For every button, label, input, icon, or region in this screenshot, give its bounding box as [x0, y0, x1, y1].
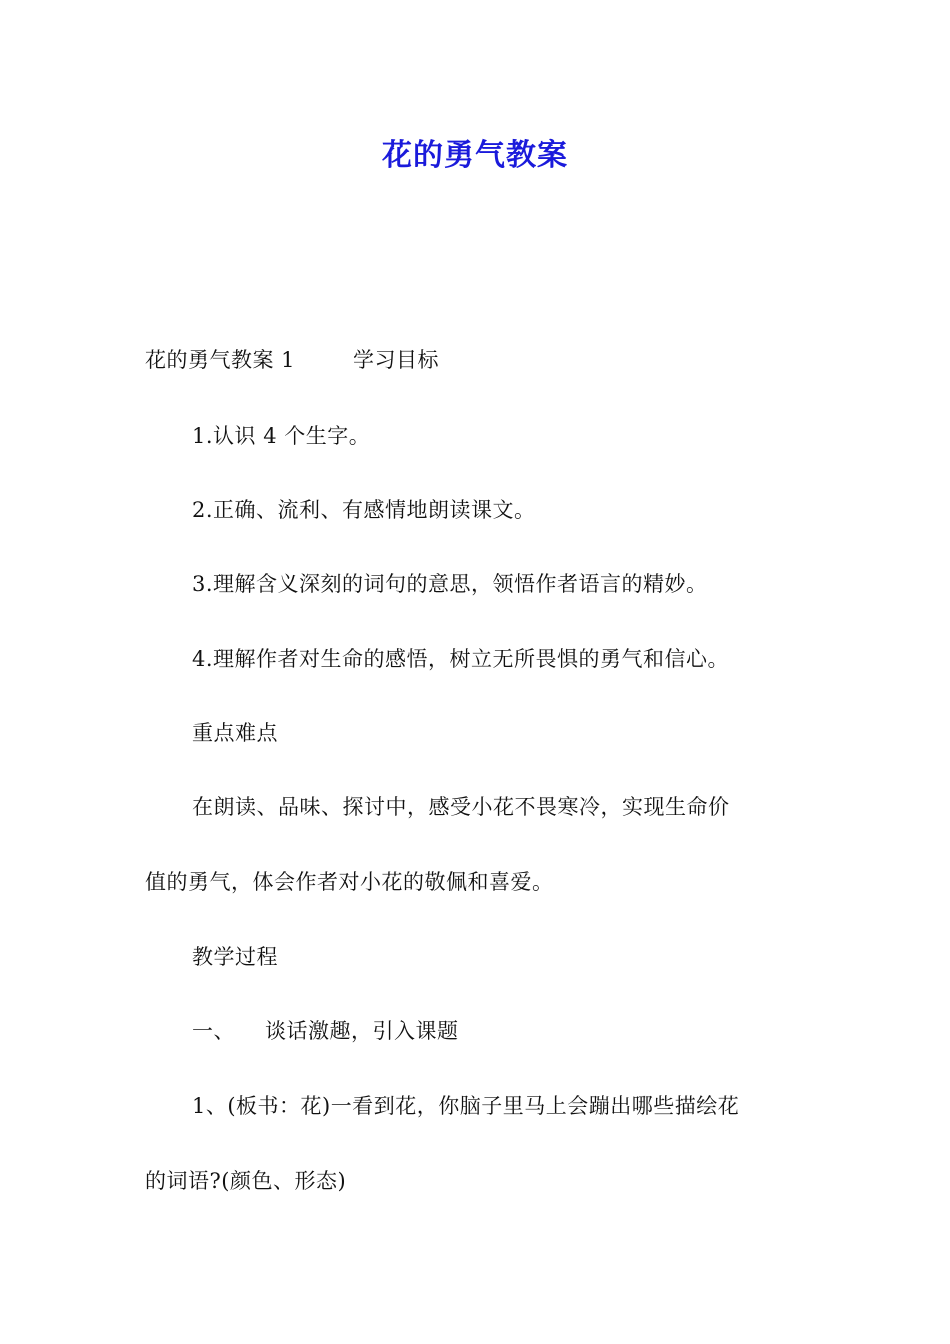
key-points-paragraph-line1: 在朗读、品味、探讨中，感受小花不畏寒冷，实现生命价	[192, 795, 730, 819]
key-points-heading: 重点难点	[192, 721, 278, 745]
key-points-paragraph-line2: 值的勇气，体会作者对小花的敬佩和喜爱。	[145, 870, 554, 894]
lesson-heading-subtitle: 学习目标	[353, 348, 440, 372]
goal-item-4: 4.理解作者对生命的感悟，树立无所畏惧的勇气和信心。	[192, 647, 730, 671]
process-heading: 教学过程	[192, 945, 278, 969]
step-paragraph-line2: 的词语?(颜色、形态)	[145, 1169, 347, 1193]
section-number: 一、	[192, 1019, 235, 1043]
goal-item-1: 1.认识 4 个生字。	[192, 424, 371, 448]
section-title: 谈话激趣，引入课题	[265, 1019, 459, 1043]
document-title: 花的勇气教案	[382, 138, 568, 173]
goal-item-2: 2.正确、流利、有感情地朗读课文。	[192, 498, 536, 522]
section-heading-1	[192, 1017, 459, 1045]
step-paragraph-line1: 1、(板书：花)一看到花，你脑子里马上会蹦出哪些描绘花	[192, 1094, 740, 1118]
goal-item-3: 3.理解含义深刻的词句的意思，领悟作者语言的精妙。	[192, 572, 708, 596]
lesson-heading	[145, 346, 439, 374]
lesson-heading-title: 花的勇气教案 1	[145, 348, 296, 372]
